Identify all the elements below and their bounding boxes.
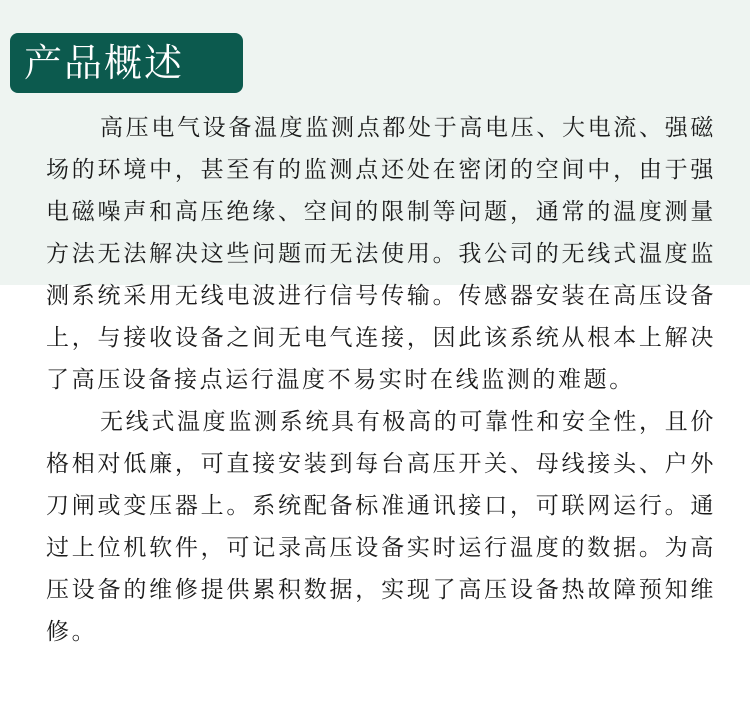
overview-body xyxy=(46,107,716,653)
section-title: 产品概述 xyxy=(10,33,243,93)
paragraph-1: 高压电气设备温度监测点都处于高电压、大电流、强磁场的环境中，甚至有的监测点还处在密闭的空间中，由于强电磁噪声和高压绝缘、空间的限制等问题，通常的温度测量方法无法解决这些问题而无法使用。我公司的无线式温度监测系统采用无线电波进行信号传输。传感器安装在高压设备上，与接收设备之间无电气连接，因此该系统从根本上解决了高压设备接点运行温度不易实时在线监测的难题。 xyxy=(46,115,716,393)
paragraph-2: 无线式温度监测系统具有极高的可靠性和安全性，且价格相对低廉，可直接安装到每台高压开关、母线接头、户外刀闸或变压器上。系统配备标准通讯接口，可联网运行。通过上位机软件，可记录高压设备实时运行温度的数据。为高压设备的维修提供累积数据，实现了高压设备热故障预知维修。 xyxy=(46,409,716,645)
